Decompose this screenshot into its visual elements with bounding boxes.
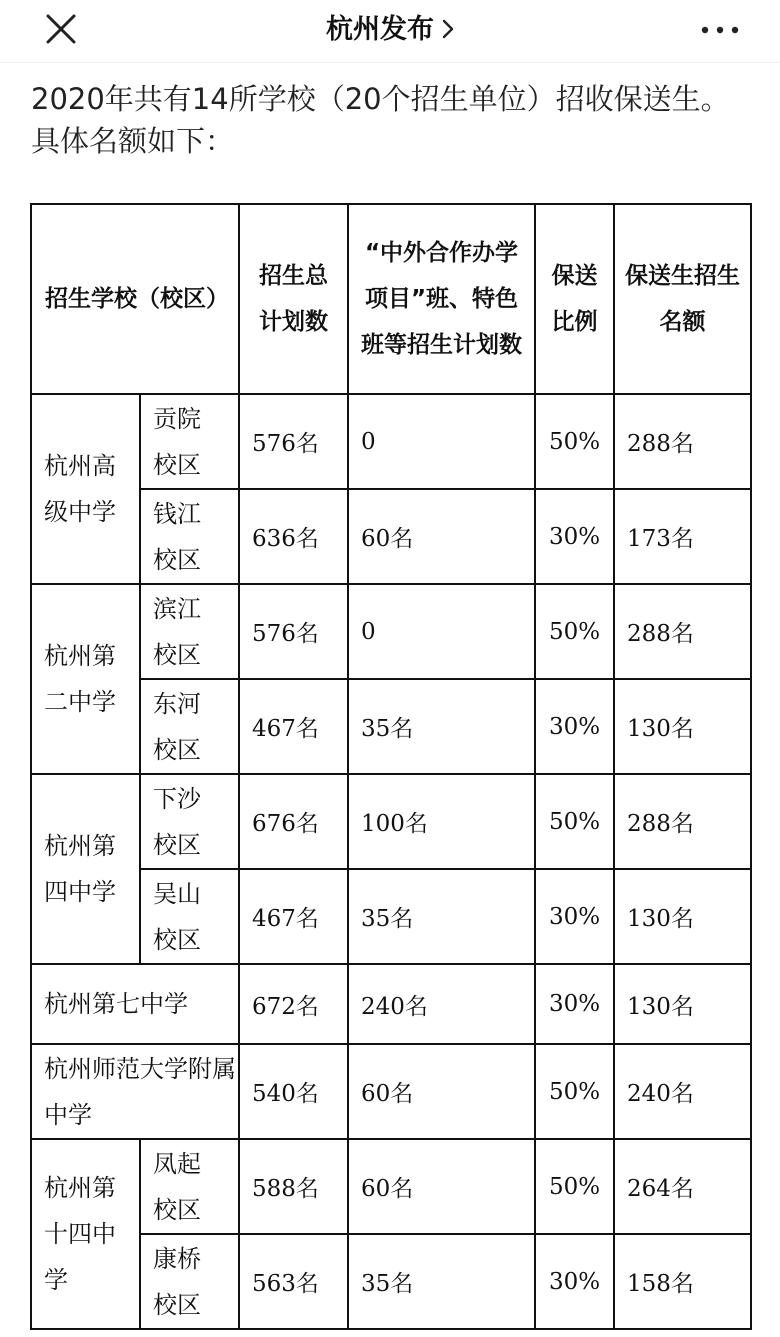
- total-plan: 467名: [239, 869, 348, 964]
- recommend-quota: 240名: [614, 1044, 751, 1139]
- campus-name-line2: 校区: [153, 735, 201, 764]
- close-button[interactable]: [40, 10, 80, 50]
- table-row: [31, 1044, 751, 1139]
- header-special: “中外合作办学项目”班、特色班等招生计划数: [348, 204, 535, 394]
- campus-name: [140, 679, 239, 774]
- campus-name-line2: 校区: [153, 830, 201, 859]
- recommend-ratio: 30%: [535, 869, 614, 964]
- total-plan: 636名: [239, 489, 348, 584]
- account-link[interactable]: [326, 14, 454, 45]
- campus-name: [140, 1139, 239, 1234]
- campus-name-line1: 钱江: [153, 499, 201, 528]
- campus-name: [140, 394, 239, 489]
- total-plan: 540名: [239, 1044, 348, 1139]
- special-plan: 60名: [348, 489, 535, 584]
- school-name: 杭州师范大学附属中学: [31, 1044, 239, 1139]
- recommend-quota: 130名: [614, 964, 751, 1044]
- navigation-bar: [0, 0, 780, 63]
- school-name: 杭州第十四中学: [31, 1139, 140, 1329]
- recommend-ratio: 50%: [535, 1139, 614, 1234]
- campus-name-line1: 凤起: [153, 1149, 201, 1178]
- campus-name-line1: 下沙: [153, 784, 201, 813]
- recommend-ratio: 50%: [535, 774, 614, 869]
- campus-name-line1: 贡院: [153, 404, 201, 433]
- more-options-button[interactable]: [698, 13, 742, 47]
- recommend-quota: 158名: [614, 1234, 751, 1329]
- recommend-quota: 288名: [614, 774, 751, 869]
- special-plan: 35名: [348, 679, 535, 774]
- recommend-ratio: 30%: [535, 964, 614, 1044]
- campus-name-line1: 康桥: [153, 1244, 201, 1273]
- campus-name-line2: 校区: [153, 640, 201, 669]
- account-name: 杭州发布: [326, 14, 434, 45]
- campus-name-line2: 校区: [153, 1290, 201, 1319]
- campus-name-line1: 吴山: [153, 879, 201, 908]
- table-row: [31, 394, 751, 489]
- more-icon: [698, 13, 742, 47]
- total-plan: 672名: [239, 964, 348, 1044]
- table-row: [31, 774, 751, 869]
- campus-name: [140, 584, 239, 679]
- recommend-ratio: 50%: [535, 1044, 614, 1139]
- total-plan: 467名: [239, 679, 348, 774]
- campus-name: [140, 774, 239, 869]
- table-row: [31, 584, 751, 679]
- recommend-quota: 288名: [614, 584, 751, 679]
- recommend-ratio: 30%: [535, 679, 614, 774]
- school-name: 杭州第二中学: [31, 584, 140, 774]
- intro-line-1: 2020年共有14所学校（20个招生单位）招收保送生。: [31, 82, 730, 116]
- campus-name-line2: 校区: [153, 925, 201, 954]
- header-school: 招生学校（校区）: [31, 204, 239, 394]
- special-plan: 60名: [348, 1139, 535, 1234]
- recommend-ratio: 30%: [535, 489, 614, 584]
- campus-name-line1: 滨江: [153, 594, 201, 623]
- table-row: [31, 964, 751, 1044]
- table-row: [31, 1139, 751, 1234]
- recommend-quota: 130名: [614, 869, 751, 964]
- school-name: 杭州高级中学: [31, 394, 140, 584]
- table-header-row: [31, 204, 751, 394]
- campus-name: [140, 489, 239, 584]
- campus-name-line2: 校区: [153, 545, 201, 574]
- special-plan: 0: [348, 584, 535, 679]
- recommend-quota: 130名: [614, 679, 751, 774]
- recommend-ratio: 30%: [535, 1234, 614, 1329]
- recommend-ratio: 50%: [535, 584, 614, 679]
- total-plan: 676名: [239, 774, 348, 869]
- admission-quota-table: [30, 203, 752, 1330]
- special-plan: 35名: [348, 1234, 535, 1329]
- special-plan: 100名: [348, 774, 535, 869]
- special-plan: 35名: [348, 869, 535, 964]
- account-title: [0, 10, 780, 50]
- recommend-quota: 264名: [614, 1139, 751, 1234]
- special-plan: 0: [348, 394, 535, 489]
- campus-name-line1: 东河: [153, 689, 201, 718]
- campus-name: [140, 869, 239, 964]
- header-quota: 保送生招生名额: [614, 204, 751, 394]
- recommend-quota: 288名: [614, 394, 751, 489]
- recommend-quota: 173名: [614, 489, 751, 584]
- total-plan: 563名: [239, 1234, 348, 1329]
- school-name: 杭州第七中学: [31, 964, 239, 1044]
- school-name: 杭州第四中学: [31, 774, 140, 964]
- header-total: 招生总计划数: [239, 204, 348, 394]
- intro-line-2: 具体名额如下：: [31, 124, 235, 158]
- total-plan: 576名: [239, 584, 348, 679]
- chevron-right-icon: [442, 18, 454, 40]
- campus-name-line2: 校区: [153, 450, 201, 479]
- special-plan: 240名: [348, 964, 535, 1044]
- campus-name-line2: 校区: [153, 1195, 201, 1224]
- campus-name: [140, 1234, 239, 1329]
- recommend-ratio: 50%: [535, 394, 614, 489]
- special-plan: 60名: [348, 1044, 535, 1139]
- header-ratio: 保送比例: [535, 204, 614, 394]
- close-icon: [40, 10, 80, 50]
- total-plan: 576名: [239, 394, 348, 489]
- total-plan: 588名: [239, 1139, 348, 1234]
- article-intro: [31, 78, 771, 162]
